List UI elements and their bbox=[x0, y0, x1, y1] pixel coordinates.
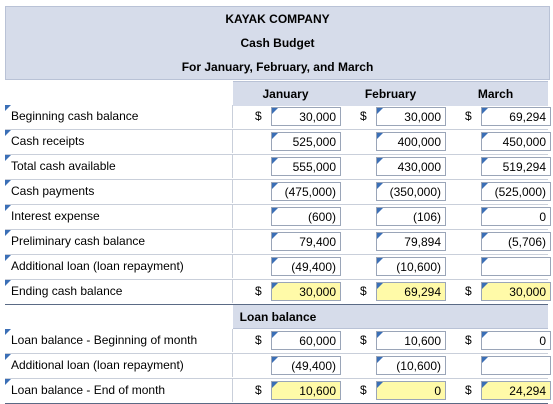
table-row bbox=[5, 105, 548, 130]
cell-marker-icon bbox=[5, 180, 11, 186]
title-block bbox=[5, 6, 550, 80]
value-input-january[interactable]: 525,000 bbox=[271, 132, 341, 151]
cell-marker-icon bbox=[482, 382, 488, 388]
table-row bbox=[5, 329, 548, 354]
cell-marker-icon bbox=[5, 280, 11, 286]
cell-marker-icon bbox=[272, 258, 278, 264]
currency-symbol: $ bbox=[255, 383, 262, 397]
value-input-february[interactable]: (350,000) bbox=[376, 182, 446, 201]
value-input-january[interactable]: (600) bbox=[271, 207, 341, 226]
cell-marker-icon bbox=[482, 357, 488, 363]
table-row bbox=[5, 180, 548, 205]
value-input-january[interactable]: 555,000 bbox=[271, 157, 341, 176]
value-input-march[interactable]: 450,000 bbox=[481, 132, 551, 151]
cell-marker-icon bbox=[5, 205, 11, 211]
cell-marker-icon bbox=[272, 357, 278, 363]
value-input-february[interactable]: 400,000 bbox=[376, 132, 446, 151]
table-row bbox=[5, 230, 548, 255]
currency-symbol: $ bbox=[360, 383, 367, 397]
value-input-january[interactable]: 60,000 bbox=[271, 331, 341, 350]
table-row bbox=[5, 379, 548, 404]
cell-marker-icon bbox=[482, 208, 488, 214]
row-label: Interest expense bbox=[5, 205, 233, 228]
value-input-february[interactable]: (10,600) bbox=[376, 356, 446, 375]
cell-marker-icon bbox=[482, 233, 488, 239]
value-input-march[interactable] bbox=[481, 356, 551, 375]
cell-marker-icon bbox=[5, 155, 11, 161]
value-input-march[interactable]: (5,706) bbox=[481, 232, 551, 251]
cell-marker-icon bbox=[377, 283, 383, 289]
row-label: Additional loan (loan repayment) bbox=[5, 255, 233, 278]
table-row bbox=[5, 354, 548, 379]
cell-marker-icon bbox=[377, 183, 383, 189]
cell-marker-icon bbox=[377, 233, 383, 239]
currency-symbol: $ bbox=[360, 333, 367, 347]
cell-marker-icon bbox=[482, 332, 488, 338]
cell-marker-icon bbox=[377, 208, 383, 214]
value-input-february[interactable]: (106) bbox=[376, 207, 446, 226]
value-input-february[interactable]: 430,000 bbox=[376, 157, 446, 176]
currency-symbol: $ bbox=[465, 333, 472, 347]
cell-marker-icon bbox=[482, 158, 488, 164]
cell-marker-icon bbox=[482, 108, 488, 114]
currency-symbol: $ bbox=[255, 109, 262, 123]
currency-symbol: $ bbox=[255, 333, 262, 347]
value-input-february[interactable]: 10,600 bbox=[376, 331, 446, 350]
cell-marker-icon bbox=[5, 354, 11, 360]
cell-marker-icon bbox=[272, 208, 278, 214]
value-input-january[interactable]: (49,400) bbox=[271, 356, 341, 375]
value-input-january[interactable]: 79,400 bbox=[271, 232, 341, 251]
cell-marker-icon bbox=[5, 230, 11, 236]
value-input-march[interactable]: 0 bbox=[481, 331, 551, 350]
value-input-february[interactable]: 79,894 bbox=[376, 232, 446, 251]
loan-balance-section-header bbox=[5, 305, 548, 329]
cell-marker-icon bbox=[377, 133, 383, 139]
section-title: Loan balance bbox=[239, 310, 317, 324]
cell-marker-icon bbox=[377, 357, 383, 363]
value-input-february[interactable]: 30,000 bbox=[376, 107, 446, 126]
value-input-march[interactable] bbox=[481, 257, 551, 276]
value-input-february[interactable]: (10,600) bbox=[376, 257, 446, 276]
table-row bbox=[5, 130, 548, 155]
value-input-march[interactable]: 0 bbox=[481, 207, 551, 226]
cell-marker-icon bbox=[272, 133, 278, 139]
value-input-march[interactable]: 30,000 bbox=[481, 282, 551, 301]
value-input-january[interactable]: (475,000) bbox=[271, 182, 341, 201]
cell-marker-icon bbox=[272, 382, 278, 388]
cell-marker-icon bbox=[272, 233, 278, 239]
value-input-march[interactable]: (525,000) bbox=[481, 182, 551, 201]
cell-marker-icon bbox=[377, 382, 383, 388]
cell-marker-icon bbox=[377, 258, 383, 264]
report-title: Cash Budget bbox=[240, 36, 315, 50]
cell-marker-icon bbox=[272, 108, 278, 114]
currency-symbol: $ bbox=[465, 284, 472, 298]
value-input-january[interactable]: (49,400) bbox=[271, 257, 341, 276]
cell-marker-icon bbox=[272, 158, 278, 164]
cell-marker-icon bbox=[377, 108, 383, 114]
value-input-march[interactable]: 24,294 bbox=[481, 381, 551, 400]
cell-marker-icon bbox=[377, 332, 383, 338]
value-input-march[interactable]: 69,294 bbox=[481, 107, 551, 126]
cell-marker-icon bbox=[377, 158, 383, 164]
value-input-january[interactable]: 10,600 bbox=[271, 381, 341, 400]
table-row bbox=[5, 255, 548, 280]
cell-marker-icon bbox=[482, 183, 488, 189]
currency-symbol: $ bbox=[360, 109, 367, 123]
column-header-march: March bbox=[443, 81, 548, 106]
value-input-march[interactable]: 519,294 bbox=[481, 157, 551, 176]
value-input-february[interactable]: 0 bbox=[376, 381, 446, 400]
row-label: Cash payments bbox=[5, 180, 233, 203]
value-input-january[interactable]: 30,000 bbox=[271, 282, 341, 301]
cell-marker-icon bbox=[272, 332, 278, 338]
table-row bbox=[5, 205, 548, 230]
table-row bbox=[5, 280, 548, 305]
value-input-february[interactable]: 69,294 bbox=[376, 282, 446, 301]
report-period: For January, February, and March bbox=[181, 60, 374, 74]
row-label: Preliminary cash balance bbox=[5, 230, 233, 253]
row-label: Loan balance - Beginning of month bbox=[5, 329, 233, 352]
company-name: KAYAK COMPANY bbox=[225, 12, 330, 26]
row-label: Cash receipts bbox=[5, 130, 233, 153]
budget-table bbox=[5, 105, 548, 404]
row-label: Additional loan (loan repayment) bbox=[5, 354, 233, 377]
row-label: Beginning cash balance bbox=[5, 105, 233, 128]
cell-marker-icon bbox=[5, 379, 11, 385]
value-input-january[interactable]: 30,000 bbox=[271, 107, 341, 126]
column-header-january: January bbox=[233, 81, 338, 106]
currency-symbol: $ bbox=[465, 109, 472, 123]
column-header-february: February bbox=[338, 81, 443, 106]
table-row bbox=[5, 155, 548, 180]
cell-marker-icon bbox=[272, 183, 278, 189]
cell-marker-icon bbox=[482, 283, 488, 289]
row-label: Total cash available bbox=[5, 155, 233, 178]
currency-symbol: $ bbox=[255, 284, 262, 298]
cell-marker-icon bbox=[482, 133, 488, 139]
row-label: Ending cash balance bbox=[5, 280, 233, 303]
cell-marker-icon bbox=[5, 130, 11, 136]
row-label: Loan balance - End of month bbox=[5, 379, 233, 402]
currency-symbol: $ bbox=[360, 284, 367, 298]
cell-marker-icon bbox=[5, 329, 11, 335]
currency-symbol: $ bbox=[465, 383, 472, 397]
cell-marker-icon bbox=[5, 105, 11, 111]
cell-marker-icon bbox=[482, 258, 488, 264]
cell-marker-icon bbox=[272, 283, 278, 289]
cell-marker-icon bbox=[5, 255, 11, 261]
